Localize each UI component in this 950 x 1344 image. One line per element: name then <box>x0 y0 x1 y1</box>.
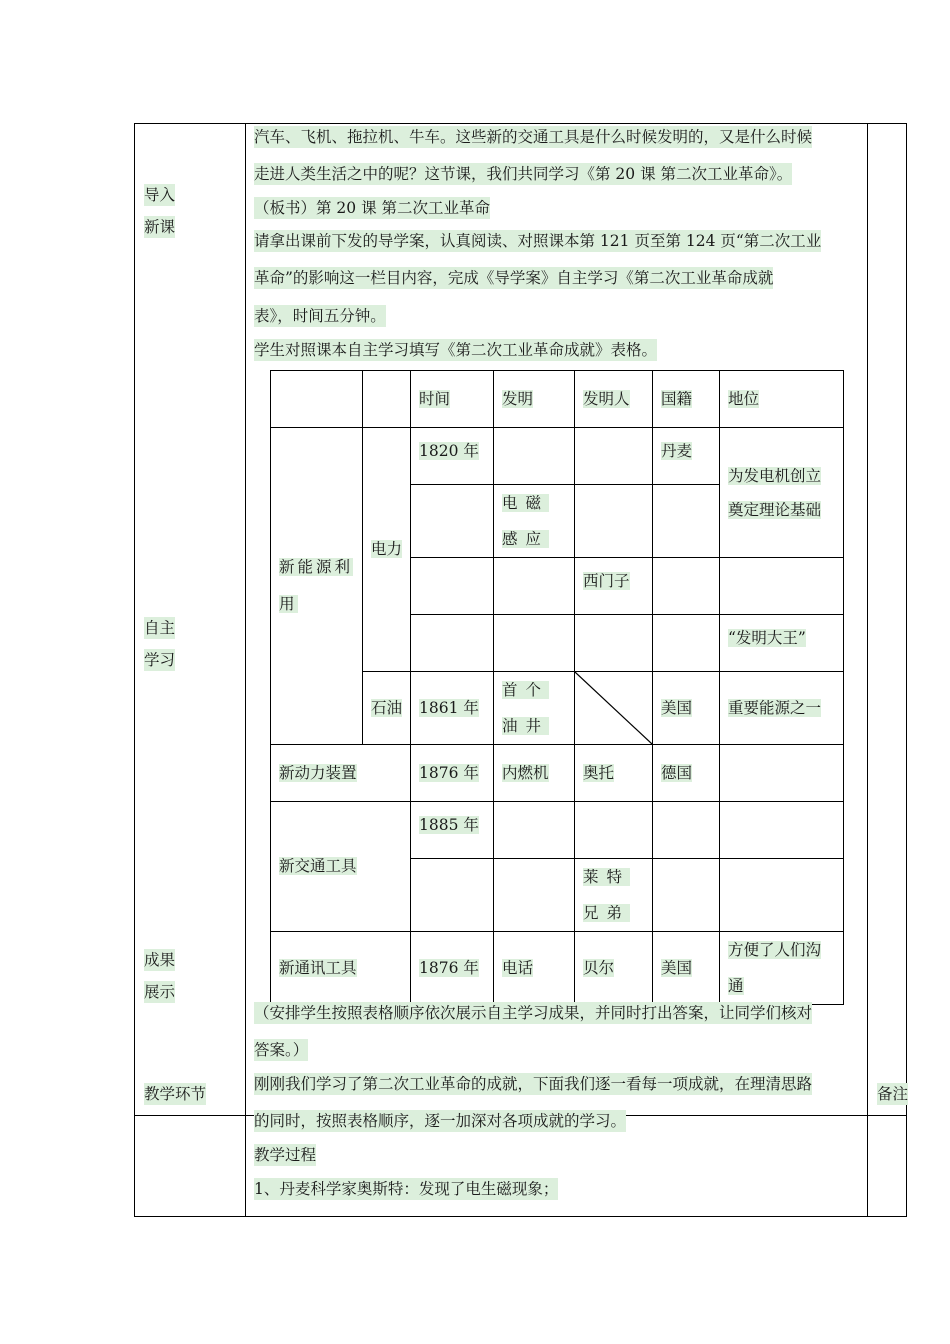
header-inventor: 发明人 <box>575 371 653 428</box>
paragraph-10: 刚刚我们学习了第二次工业革命的成就，下面我们逐一看每一项成就，在理清思路 <box>254 1075 813 1093</box>
cell-otto: 奥托 <box>575 745 653 802</box>
cell-usa-phone: 美国 <box>653 932 720 1005</box>
cell-denmark: 丹麦 <box>653 428 720 485</box>
cell-time-1820: 1820 年 <box>411 428 494 485</box>
header-empty-1 <box>271 371 363 428</box>
table-row <box>271 802 844 859</box>
table-row <box>271 745 844 802</box>
new-transport-cell: 新交通工具 <box>271 802 411 932</box>
cell-combustion-engine: 内燃机 <box>494 745 575 802</box>
teaching-process-heading: 教学过程 <box>254 1146 317 1164</box>
cell-diagonal <box>575 672 653 745</box>
cell-empty <box>575 802 653 859</box>
cell-empty <box>653 859 720 932</box>
cell-empty <box>575 428 653 485</box>
cell-time-1876-engine: 1876 年 <box>411 745 494 802</box>
cell-generator-status: 为发电机创立奠定理论基础 <box>720 428 844 558</box>
paragraph-7: 学生对照课本自主学习填写《第二次工业革命成就》表格。 <box>254 341 658 359</box>
cell-time-1885: 1885 年 <box>411 802 494 859</box>
intro-label: 导入 新课 <box>144 186 176 236</box>
cell-empty <box>494 428 575 485</box>
teaching-phase-label: 教学环节 <box>144 1085 207 1103</box>
cell-empty <box>494 615 575 672</box>
paragraph-4: 请拿出课前下发的导学案，认真阅读、对照课本第 121 页至第 124 页“第二次工业 <box>254 232 822 250</box>
cell-empty <box>653 615 720 672</box>
paragraph-13: 1、丹麦科学家奥斯特：发现了电生磁现象； <box>254 1180 559 1198</box>
cell-empty <box>653 802 720 859</box>
frame-right <box>906 123 907 1217</box>
cell-empty <box>411 558 494 615</box>
paragraph-11: 的同时，按照表格顺序，逐一加深对各项成就的学习。 <box>254 1112 627 1130</box>
cell-empty <box>575 615 653 672</box>
frame-bottom <box>134 1216 907 1217</box>
paragraph-8: （安排学生按照表格顺序依次展示自主学习成果，并同时打出答案，让同学们核对 <box>254 1004 813 1022</box>
table-row <box>271 428 844 485</box>
paragraph-6: 表》，时间五分钟。 <box>254 307 386 325</box>
cell-empty <box>720 802 844 859</box>
header-nationality: 国籍 <box>653 371 720 428</box>
cell-induction: 电磁感应 <box>494 485 575 558</box>
achievements-table <box>270 370 844 1005</box>
cell-empty <box>720 859 844 932</box>
cell-bell: 贝尔 <box>575 932 653 1005</box>
cell-time-1876-phone: 1876 年 <box>411 932 494 1005</box>
cell-empty <box>720 558 844 615</box>
header-status: 地位 <box>720 371 844 428</box>
cell-oil-well: 首个油井 <box>494 672 575 745</box>
frame-top <box>134 123 907 124</box>
cell-germany: 德国 <box>653 745 720 802</box>
diagonal-slash-icon <box>575 672 652 744</box>
cell-time-1861: 1861 年 <box>411 672 494 745</box>
paragraph-2: 走进人类生活之中的呢？这节课，我们共同学习《第 20 课 第二次工业革命》。 <box>254 165 793 183</box>
cell-empty <box>575 485 653 558</box>
header-time: 时间 <box>411 371 494 428</box>
cell-empty <box>720 745 844 802</box>
results-label: 成果 展示 <box>144 951 176 1001</box>
paragraph-5: 革命”的影响这一栏目内容，完成《导学案》自主学习《第二次工业革命成就 <box>254 269 774 287</box>
board-title: （板书）第 20 课 第二次工业革命 <box>254 199 491 217</box>
cell-energy-status: 重要能源之一 <box>720 672 844 745</box>
cell-empty <box>411 485 494 558</box>
cell-empty <box>411 615 494 672</box>
notes-label: 备注 <box>877 1085 909 1103</box>
oil-cell: 石油 <box>363 672 411 745</box>
cell-empty <box>494 802 575 859</box>
electricity-cell: 电力 <box>363 428 411 672</box>
self-study-label: 自主 学习 <box>144 619 176 669</box>
cell-siemens: 西门子 <box>575 558 653 615</box>
header-invention: 发明 <box>494 371 575 428</box>
cell-usa-oil: 美国 <box>653 672 720 745</box>
new-power-cell: 新动力装置 <box>271 745 411 802</box>
cell-wright-brothers: 莱特兄弟 <box>575 859 653 932</box>
cell-empty <box>653 558 720 615</box>
cell-communication-status: 方便了人们沟通 <box>720 932 844 1005</box>
table-header-row <box>271 371 844 428</box>
cell-telephone: 电话 <box>494 932 575 1005</box>
paragraph-9: 答案。） <box>254 1041 309 1059</box>
header-empty-2 <box>363 371 411 428</box>
cell-empty <box>494 859 575 932</box>
frame-divider-right <box>867 123 868 1217</box>
frame-left <box>134 123 135 1217</box>
cell-empty <box>653 485 720 558</box>
frame-divider-left <box>245 123 246 1217</box>
cell-invention-king: “发明大王” <box>720 615 844 672</box>
new-communication-cell: 新通讯工具 <box>271 932 411 1005</box>
table-row <box>271 932 844 1005</box>
cell-empty <box>494 558 575 615</box>
paragraph-1: 汽车、飞机、拖拉机、牛车。这些新的交通工具是什么时候发明的，又是什么时候 <box>254 128 813 146</box>
new-energy-cell: 新能源利用 <box>271 428 363 745</box>
cell-empty <box>411 859 494 932</box>
